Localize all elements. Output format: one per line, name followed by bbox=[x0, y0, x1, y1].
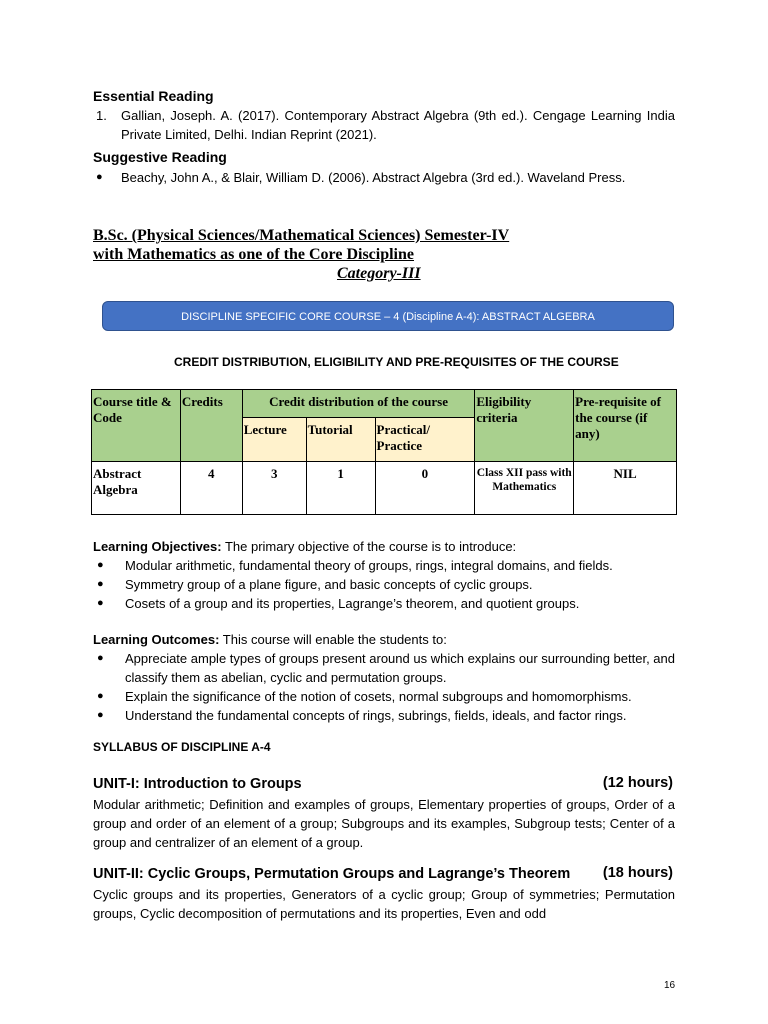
cell-lecture: 3 bbox=[242, 462, 306, 515]
reference-text: Gallian, Joseph. A. (2017). Contemporary Abstract Algebra (9th ed.). Cengage Learning India Private Limited, Delhi. Indian Reprint (2021). bbox=[121, 108, 675, 142]
bullet-icon: ● bbox=[97, 709, 104, 721]
list-item bbox=[96, 106, 675, 144]
header-prerequisite: Pre-requisite of the course (if any) bbox=[574, 390, 677, 462]
unit-title: UNIT-II: Cyclic Groups, Permutation Groups and Lagrange’s Theorem bbox=[93, 866, 571, 882]
essential-reading-heading: Essential Reading bbox=[93, 88, 214, 104]
cell-course-title: Abstract Algebra bbox=[92, 462, 181, 515]
bullet-icon: ● bbox=[96, 171, 103, 183]
unit-description: Modular arithmetic; Definition and examples of groups, Elementary properties of groups, Order of a group and order of an element of a group; Subgroups and its examples, Subgroup tests; Center of a group and centralizer of an element of a group. bbox=[93, 797, 675, 850]
cell-practical: 0 bbox=[375, 462, 475, 515]
objective-text: Symmetry group of a plane figure, and basic concepts of cyclic groups. bbox=[125, 577, 533, 592]
unit-header bbox=[93, 775, 675, 795]
unit-header bbox=[93, 865, 675, 885]
learning-objectives bbox=[93, 537, 675, 613]
objectives-intro-text: The primary objective of the course is to introduce: bbox=[221, 539, 517, 554]
header-course-title: Course title & Code bbox=[92, 390, 181, 462]
list-number: 1. bbox=[96, 108, 107, 123]
programme-title bbox=[93, 226, 509, 264]
outcomes-list bbox=[97, 649, 675, 725]
outcomes-label: Learning Outcomes: bbox=[93, 632, 220, 647]
reference-text: Beachy, John A., & Blair, William D. (2006). Abstract Algebra (3rd ed.). Waveland Press. bbox=[121, 170, 626, 185]
unit-description: Cyclic groups and its properties, Generators of a cyclic group; Group of symmetries; Permutation groups, Cyclic decomposition of permutations and its properties, Even and odd bbox=[93, 887, 675, 921]
outcome-text: Understand the fundamental concepts of rings, subrings, fields, ideals, and factor rings. bbox=[125, 708, 627, 723]
page-number: 16 bbox=[664, 980, 676, 991]
cell-prerequisite: NIL bbox=[574, 462, 677, 515]
header-credits: Credits bbox=[180, 390, 242, 462]
objectives-list bbox=[97, 556, 675, 613]
unit-title: UNIT-I: Introduction to Groups bbox=[93, 776, 302, 792]
list-item bbox=[97, 687, 675, 706]
unit-hours: (12 hours) bbox=[602, 775, 673, 791]
bullet-icon: ● bbox=[97, 578, 104, 590]
table-row bbox=[92, 462, 677, 515]
objectives-label: Learning Objectives: bbox=[93, 539, 222, 554]
programme-line-2: with Mathematics as one of the Core Discipline bbox=[93, 246, 414, 263]
unit-hours: (18 hours) bbox=[602, 865, 673, 881]
programme-line-1: B.Sc. (Physical Sciences/Mathematical Sciences) Semester-IV bbox=[93, 227, 510, 244]
list-item bbox=[96, 168, 675, 187]
outcomes-intro-text: This course will enable the students to: bbox=[219, 632, 447, 647]
outcome-text: Explain the significance of the notion of cosets, normal subgroups and homomorphisms. bbox=[125, 689, 632, 704]
credit-table bbox=[91, 389, 677, 515]
category-label: Category-III bbox=[337, 265, 421, 282]
course-banner: DISCIPLINE SPECIFIC CORE COURSE – 4 (Discipline A-4): ABSTRACT ALGEBRA bbox=[102, 301, 674, 331]
syllabus-heading: SYLLABUS OF DISCIPLINE A-4 bbox=[93, 740, 271, 754]
outcomes-intro bbox=[93, 630, 675, 649]
bullet-icon: ● bbox=[97, 652, 104, 664]
header-credit-distribution: Credit distribution of the course bbox=[242, 390, 475, 418]
objectives-intro bbox=[93, 537, 675, 556]
unit-2 bbox=[93, 865, 675, 923]
header-eligibility: Eligibility criteria bbox=[475, 390, 574, 462]
header-lecture: Lecture bbox=[242, 418, 306, 462]
objective-text: Modular arithmetic, fundamental theory of groups, rings, integral domains, and fields. bbox=[125, 558, 613, 573]
bullet-icon: ● bbox=[97, 559, 104, 571]
list-item bbox=[97, 706, 675, 725]
cell-credits: 4 bbox=[180, 462, 242, 515]
suggestive-reading-list bbox=[96, 168, 675, 187]
list-item bbox=[97, 575, 675, 594]
learning-outcomes bbox=[93, 630, 675, 725]
header-tutorial: Tutorial bbox=[306, 418, 375, 462]
bullet-icon: ● bbox=[97, 597, 104, 609]
cell-tutorial: 1 bbox=[306, 462, 375, 515]
objective-text: Cosets of a group and its properties, Lagrange’s theorem, and quotient groups. bbox=[125, 596, 580, 611]
bullet-icon: ● bbox=[97, 690, 104, 702]
list-item bbox=[97, 649, 675, 687]
credit-distribution-heading: CREDIT DISTRIBUTION, ELIGIBILITY AND PRE-REQUISITES OF THE COURSE bbox=[174, 355, 619, 369]
list-item bbox=[97, 594, 675, 613]
unit-1 bbox=[93, 775, 675, 852]
suggestive-reading-heading: Suggestive Reading bbox=[93, 149, 227, 165]
list-item bbox=[97, 556, 675, 575]
essential-reading-list bbox=[96, 106, 675, 144]
cell-eligibility: Class XII pass with Mathematics bbox=[475, 462, 574, 515]
header-practical: Practical/ Practice bbox=[375, 418, 475, 462]
outcome-text: Appreciate ample types of groups present around us which explains our surrounding better, and classify them as abelian, cyclic and permutation groups. bbox=[125, 651, 675, 685]
